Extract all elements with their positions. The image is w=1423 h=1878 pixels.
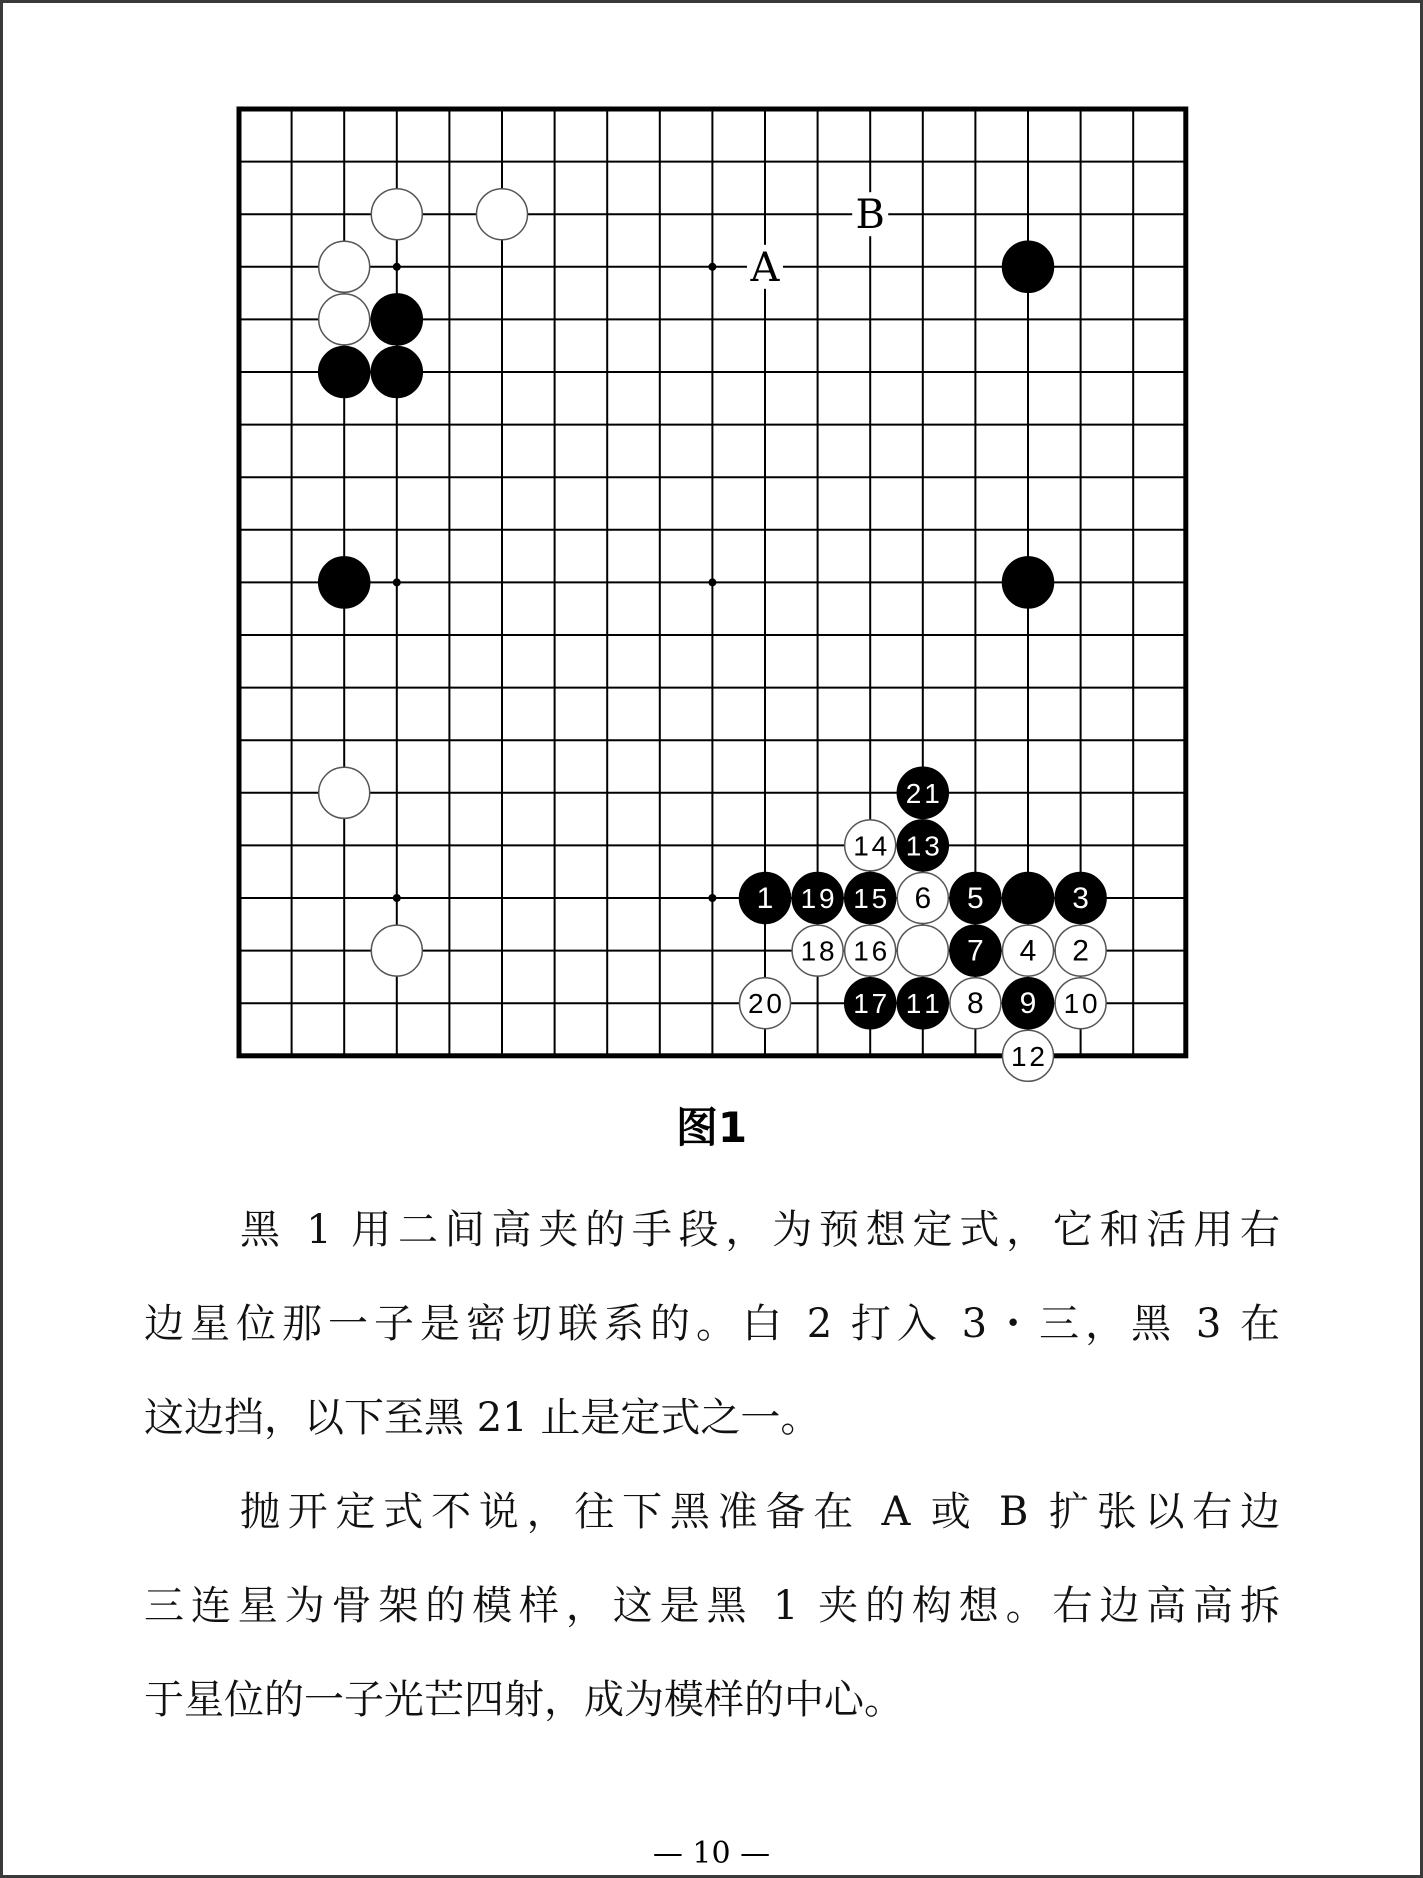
- black-stone: [1003, 241, 1054, 292]
- black-stone: [319, 347, 370, 398]
- paragraph-2-line-2: 三连星为骨架的模样，这是黑 1 夹的构想。右边高高拆: [144, 1583, 1280, 1629]
- move-number-label: 17: [853, 988, 888, 1020]
- move-number-label: 1: [756, 882, 774, 915]
- move-number-label: 6: [914, 882, 932, 915]
- white-stone: [371, 925, 422, 976]
- white-stone: [319, 294, 370, 345]
- move-number-label: 11: [905, 988, 940, 1020]
- white-stone: [371, 189, 422, 240]
- paragraph-1-line-2: 边星位那一子是密切联系的。白 2 打入 3・三，黑 3 在: [144, 1301, 1280, 1347]
- move-number-label: 7: [967, 934, 984, 968]
- star-point: [708, 894, 716, 902]
- white-stone: [319, 241, 370, 292]
- move-number-label: 18: [800, 935, 835, 967]
- move-number-label: 21: [905, 777, 940, 809]
- black-stone: [371, 294, 422, 345]
- move-number-label: 4: [1019, 934, 1037, 968]
- star-point: [393, 263, 401, 271]
- star-point: [708, 578, 716, 586]
- white-stone: [319, 767, 370, 818]
- page-number: — 10 —: [652, 1836, 771, 1871]
- black-stone: [1003, 873, 1054, 924]
- move-number-label: 2: [1072, 934, 1089, 968]
- move-number-label: 10: [1063, 988, 1098, 1020]
- move-number-label: 20: [748, 988, 782, 1020]
- move-number-label: 8: [967, 987, 984, 1021]
- move-number-label: 13: [905, 830, 940, 862]
- paragraph-1-line-3: 这边挡，以下至黑 21 止是定式之一。: [144, 1395, 821, 1441]
- move-number-label: 14: [853, 830, 888, 862]
- move-number-label: 12: [1011, 1040, 1045, 1072]
- black-stone: [1003, 557, 1054, 608]
- position-marker-a: A: [750, 244, 780, 291]
- star-point: [708, 263, 716, 271]
- move-number-label: 9: [1019, 987, 1037, 1021]
- black-stone: [371, 347, 422, 398]
- position-marker-b: B: [855, 192, 885, 239]
- move-number-label: 3: [1072, 882, 1089, 915]
- paragraph-2-line-1: 抛开定式不说，往下黑准备在 A 或 B 扩张以右边: [240, 1489, 1280, 1535]
- move-number-label: 19: [800, 883, 835, 914]
- white-stone: [897, 925, 948, 976]
- move-number-label: 5: [967, 882, 984, 915]
- paragraph-2-line-3: 于星位的一子光芒四射，成为模样的中心。: [144, 1677, 904, 1723]
- white-stone: [477, 189, 528, 240]
- figure-caption: 图1: [675, 1103, 748, 1152]
- star-point: [393, 894, 401, 902]
- paragraph-1-line-1: 黑 1 用二间高夹的手段，为预想定式，它和活用右: [240, 1207, 1280, 1253]
- star-point: [393, 578, 401, 586]
- move-number-label: 16: [853, 935, 888, 967]
- black-stone: [319, 557, 370, 608]
- move-number-label: 15: [853, 883, 888, 914]
